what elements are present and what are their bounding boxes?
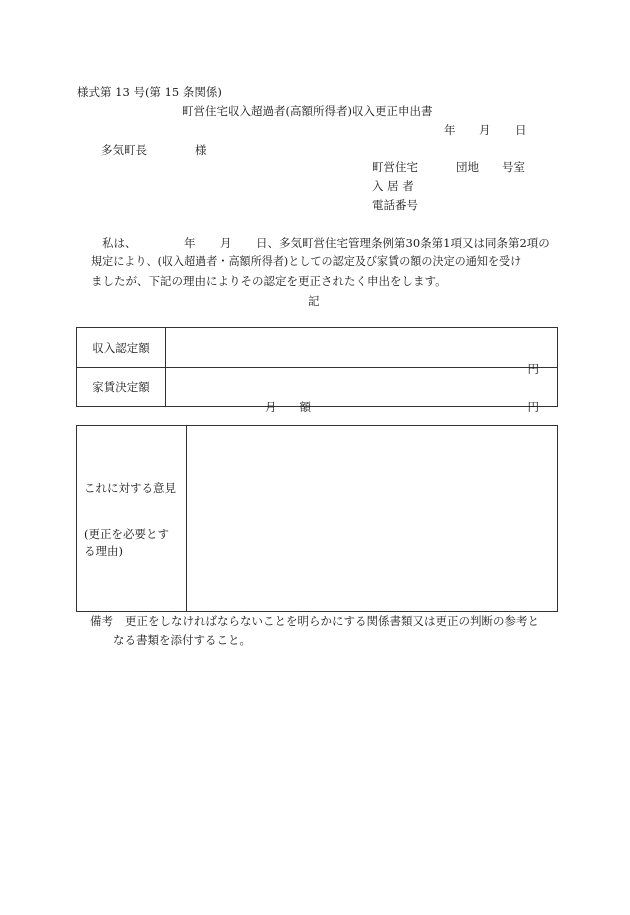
addressee-name: 多気町長: [101, 143, 147, 157]
form-title: 町営住宅収入超過者(高額所得者)収入更正申出書: [182, 104, 433, 118]
income-label-cell: [77, 328, 166, 368]
room-label: 号室: [502, 160, 525, 174]
body-line1-end: 日、多気町営住宅管理条例第30条第1項又は同条第2項の: [256, 236, 550, 250]
date-day: 日: [515, 123, 527, 137]
housing-label: 町営住宅: [372, 160, 418, 174]
danchi-label: 団地: [456, 160, 479, 174]
opinion-value-cell[interactable]: [187, 426, 558, 612]
rent-row: [77, 368, 558, 407]
body-line3: ましたが、下記の理由によりその認定を更正されたく申出をします。: [91, 274, 447, 288]
date-month: 月: [479, 123, 491, 137]
form-number: 様式第 13 号(第 15 条関係): [77, 85, 222, 99]
rent-value-cell[interactable]: [166, 368, 558, 414]
rent-label-cell: [77, 368, 166, 407]
phone-label: 電話番号: [372, 198, 418, 212]
body-line2: 規定により、(収入超過者・高額所得者)としての認定及び家賃の額の決定の通知を受け: [91, 255, 522, 268]
income-rent-table: [76, 327, 558, 414]
rent-monthly-label: 月 額: [265, 400, 311, 414]
opinion-table: [76, 425, 558, 612]
income-label: 収入認定額: [92, 340, 150, 355]
opinion-label-cell: [77, 426, 187, 612]
body-line1-start: 私は、: [102, 236, 137, 250]
addressee-honorific: 様: [195, 143, 207, 157]
income-unit: 円: [527, 361, 539, 376]
remarks-line2: なる書類を添付すること。: [113, 633, 251, 647]
opinion-note-line2: る理由): [84, 544, 123, 558]
resident-label: 入 居 者: [372, 179, 414, 193]
rent-unit: 円: [527, 400, 539, 414]
rent-label: 家賃決定額: [92, 380, 150, 394]
body-line1-month: 月: [220, 236, 232, 250]
remarks-line1: 更正をしなければならないことを明らかにする関係書類又は更正の判断の参考と: [125, 614, 539, 628]
date-year: 年: [444, 123, 456, 137]
opinion-note-line1: (更正を必要とす: [84, 527, 169, 541]
income-value-cell[interactable]: [166, 328, 558, 376]
opinion-label: これに対する意見: [84, 481, 176, 495]
opinion-row: [77, 426, 558, 612]
ki-heading: 記: [308, 294, 320, 308]
income-row: [77, 328, 558, 368]
remarks-label: 備考: [90, 614, 113, 628]
body-line1-year: 年: [184, 236, 196, 250]
